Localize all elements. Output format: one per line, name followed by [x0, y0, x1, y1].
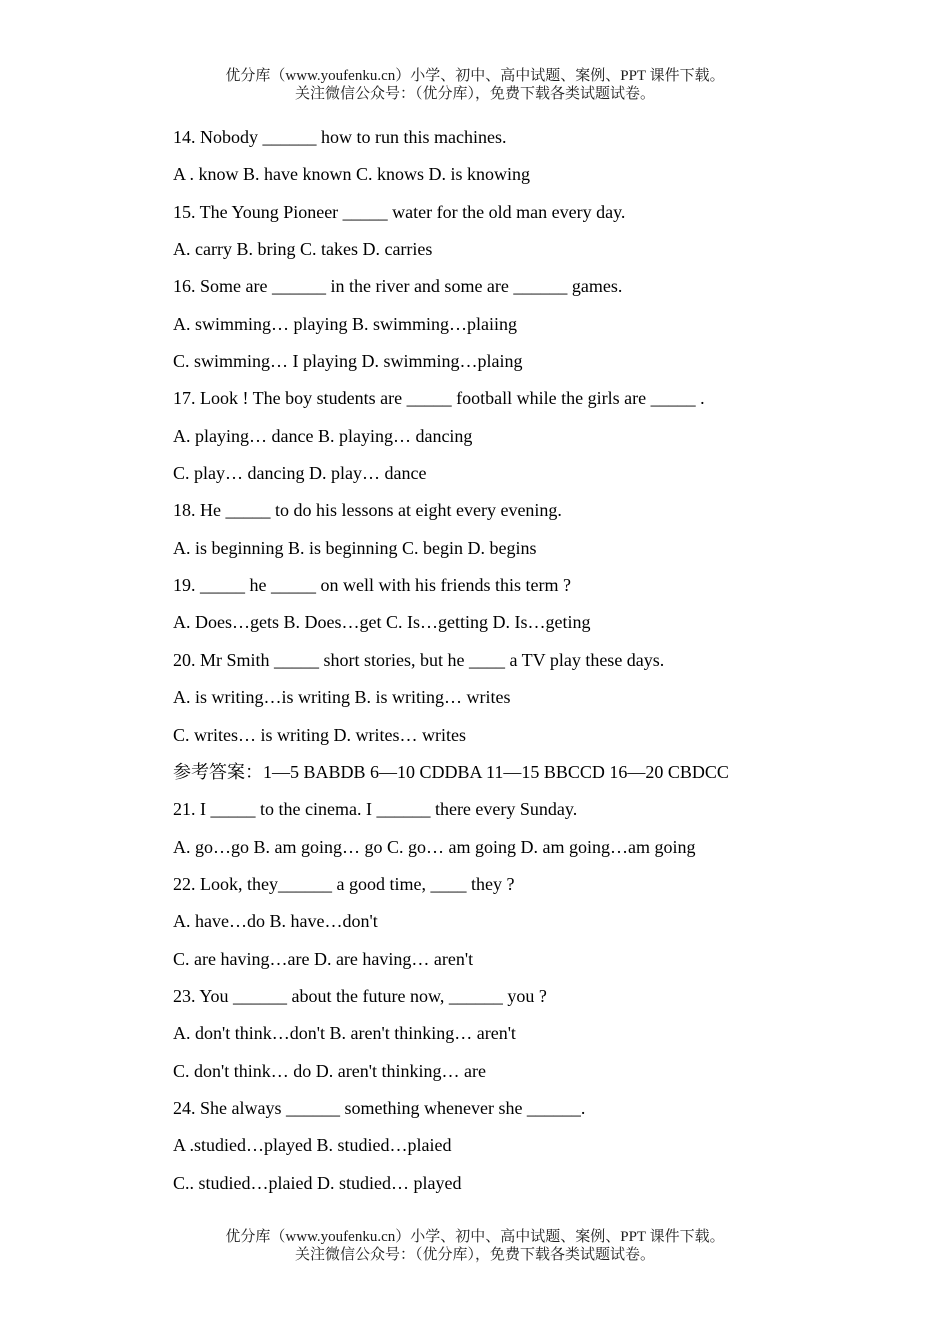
question-19: 19. _____ he _____ on well with his friends this term ? — [173, 575, 571, 596]
options-19: A. Does…gets B. Does…get C. Is…getting D. Is…geting — [173, 612, 591, 633]
options-16-ab: A. swimming… playing B. swimming…plaiing — [173, 313, 518, 334]
question-17: 17. Look ! The boy students are _____ football while the girls are _____ . — [173, 388, 705, 409]
options-24-cd: C.. studied…plaied D. studied… played — [173, 1172, 462, 1193]
question-21: 21. I _____ to the cinema. I ______ there every Sunday. — [173, 799, 578, 820]
question-23: 23. You ______ about the future now, ______ you ? — [173, 985, 547, 1006]
question-15: 15. The Young Pioneer _____ water for the old man every day. — [173, 201, 626, 222]
header-line-1: 优分库（www.youfenku.cn）小学、初中、高中试题、案例、PPT 课件下载。 — [225, 68, 725, 84]
options-24-ab: A .studied…played B. studied…plaied — [173, 1135, 452, 1156]
options-22-cd: C. are having…are D. are having… aren't — [173, 948, 474, 969]
footer-line-1: 优分库（www.youfenku.cn）小学、初中、高中试题、案例、PPT 课件下载。 — [225, 1229, 725, 1245]
options-14: A . know B. have known C. knows D. is knowing — [173, 164, 531, 185]
header-line-2: 关注微信公众号：（优分库），免费下载各类试题试卷。 — [294, 86, 655, 102]
page-header — [0, 67, 950, 103]
options-20-ab: A. is writing…is writing B. is writing… writes — [173, 687, 511, 708]
options-15: A. carry B. bring C. takes D. carries — [173, 239, 433, 260]
question-22: 22. Look, they______ a good time, ____ they ? — [173, 873, 515, 894]
footer-line-2: 关注微信公众号：（优分库），免费下载各类试题试卷。 — [294, 1247, 655, 1263]
options-17-cd: C. play… dancing D. play… dance — [173, 463, 427, 484]
page-footer — [0, 1228, 950, 1264]
question-14: 14. Nobody ______ how to run this machines. — [173, 127, 507, 147]
options-20-cd: C. writes… is writing D. writes… writes — [173, 724, 466, 745]
answer-key: 参考答案：1—5 BABDB 6—10 CDDBA 11—15 BBCCD 16—20 CBDCC — [173, 761, 729, 782]
question-24: 24. She always ______ something whenever she ______. — [173, 1097, 586, 1118]
options-17-ab: A. playing… dance B. playing… dancing — [173, 425, 473, 446]
options-23-cd: C. don't think… do D. aren't thinking… are — [173, 1060, 486, 1081]
document-body — [173, 124, 893, 1207]
options-22-ab: A. have…do B. have…don't — [173, 911, 378, 932]
question-18: 18. He _____ to do his lessons at eight every evening. — [173, 500, 562, 521]
options-21: A. go…go B. am going… go C. go… am going D. am going…am going — [173, 836, 696, 857]
options-16-cd: C. swimming… I playing D. swimming…plaing — [173, 351, 523, 372]
question-20: 20. Mr Smith _____ short stories, but he ____ a TV play these days. — [173, 649, 665, 670]
question-16: 16. Some are ______ in the river and some are ______ games. — [173, 276, 623, 297]
options-18: A. is beginning B. is beginning C. begin D. begins — [173, 537, 537, 558]
options-23-ab: A. don't think…don't B. aren't thinking… aren't — [173, 1023, 516, 1044]
